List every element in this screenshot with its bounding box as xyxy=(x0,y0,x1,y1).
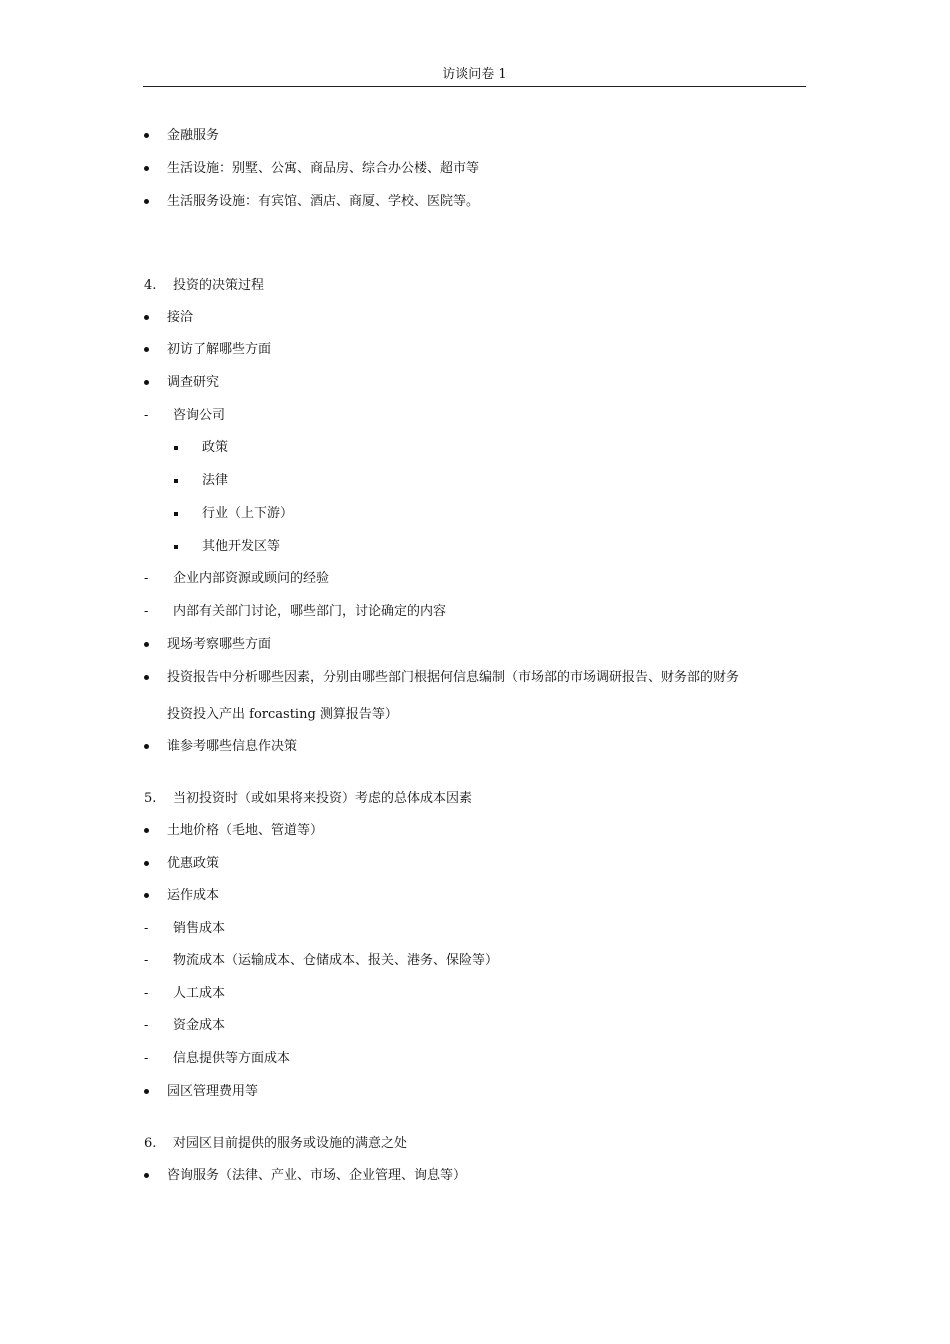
page-header xyxy=(143,64,806,87)
list-item xyxy=(0,1168,950,1184)
list-item-text: 土地价格（毛地、管道等） xyxy=(167,823,324,838)
list-item-text: 生活设施：别墅、公寓、商品房、综合办公楼、超市等 xyxy=(167,161,480,176)
list-item-text: 销售成本 xyxy=(173,921,226,936)
list-item xyxy=(0,1018,950,1034)
list-item xyxy=(0,539,950,555)
list-item xyxy=(0,856,950,872)
list-item-text: 内部有关部门讨论，哪些部门，讨论确定的内容 xyxy=(173,604,447,619)
list-item-text: 生活服务设施：有宾馆、酒店、商厦、学校、医院等。 xyxy=(167,194,480,209)
header-title: 访谈问卷 1 xyxy=(442,67,507,82)
bullet-icon xyxy=(144,828,149,833)
bullet-icon xyxy=(144,199,149,204)
bullet-icon xyxy=(144,893,149,898)
list-item xyxy=(0,888,950,904)
list-item-text: 咨询公司 xyxy=(173,408,226,423)
section-heading: 投资的决策过程 xyxy=(173,278,265,293)
section-heading: 对园区目前提供的服务或设施的满意之处 xyxy=(173,1136,408,1151)
list-item-text: 法律 xyxy=(202,473,229,488)
dash-marker: - xyxy=(144,921,149,936)
bullet-icon xyxy=(144,315,149,320)
list-item-text: 人工成本 xyxy=(173,986,226,1001)
list-item-text: 投资报告中分析哪些因素，分别由哪些部门根据何信息编制（市场部的市场调研报告、财务部的财务 xyxy=(167,670,740,685)
list-item-text: 企业内部资源或顾问的经验 xyxy=(173,571,330,586)
list-item xyxy=(0,375,950,391)
list-item-text: 优惠政策 xyxy=(167,856,220,871)
bullet-icon xyxy=(144,1173,149,1178)
dash-marker: - xyxy=(144,986,149,1001)
list-item xyxy=(0,408,950,424)
dash-marker: - xyxy=(144,1018,149,1033)
list-item xyxy=(0,440,950,456)
list-item-text: 园区管理费用等 xyxy=(167,1084,259,1099)
list-item-text: 其他开发区等 xyxy=(202,539,281,554)
list-item-text: 物流成本（运输成本、仓储成本、报关、港务、保险等） xyxy=(173,953,499,968)
section-number: 4. xyxy=(144,278,157,293)
list-item xyxy=(0,707,950,723)
list-item-text: 政策 xyxy=(202,440,229,455)
list-item xyxy=(0,670,950,686)
square-bullet-icon xyxy=(174,479,178,483)
list-item-text: 运作成本 xyxy=(167,888,220,903)
list-item xyxy=(0,791,950,807)
list-item xyxy=(0,161,950,177)
bullet-icon xyxy=(144,347,149,352)
bullet-icon xyxy=(144,744,149,749)
square-bullet-icon xyxy=(174,545,178,549)
dash-marker: - xyxy=(144,1051,149,1066)
list-item xyxy=(0,1084,950,1100)
dash-marker: - xyxy=(144,408,149,423)
list-item xyxy=(0,739,950,755)
list-item xyxy=(0,194,950,210)
bullet-icon xyxy=(144,642,149,647)
bullet-icon xyxy=(144,675,149,680)
list-item xyxy=(0,310,950,326)
list-item-text: 现场考察哪些方面 xyxy=(167,637,272,652)
list-item-text: 金融服务 xyxy=(167,128,220,143)
list-item-text: 咨询服务（法律、产业、市场、企业管理、询息等） xyxy=(167,1168,467,1183)
section-number: 6. xyxy=(144,1136,157,1151)
dash-marker: - xyxy=(144,604,149,619)
list-item xyxy=(0,823,950,839)
list-item-text: 初访了解哪些方面 xyxy=(167,342,272,357)
list-item xyxy=(0,506,950,522)
list-item-text: 投资投入产出 forcasting 测算报告等） xyxy=(167,707,398,722)
dash-marker: - xyxy=(144,953,149,968)
list-item xyxy=(0,637,950,653)
list-item xyxy=(0,128,950,144)
list-item xyxy=(0,921,950,937)
list-item xyxy=(0,342,950,358)
square-bullet-icon xyxy=(174,446,178,450)
section-heading: 当初投资时（或如果将来投资）考虑的总体成本因素 xyxy=(173,791,473,806)
bullet-icon xyxy=(144,166,149,171)
square-bullet-icon xyxy=(174,512,178,516)
list-item xyxy=(0,473,950,489)
list-item xyxy=(0,1136,950,1152)
list-item xyxy=(0,986,950,1002)
list-item-text: 行业（上下游） xyxy=(202,506,294,521)
list-item-text: 接洽 xyxy=(167,310,194,325)
list-item xyxy=(0,571,950,587)
list-item xyxy=(0,604,950,620)
dash-marker: - xyxy=(144,571,149,586)
list-item xyxy=(0,953,950,969)
list-item xyxy=(0,278,950,294)
bullet-icon xyxy=(144,1089,149,1094)
bullet-icon xyxy=(144,133,149,138)
list-item-text: 资金成本 xyxy=(173,1018,226,1033)
list-item-text: 谁参考哪些信息作决策 xyxy=(167,739,298,754)
bullet-icon xyxy=(144,380,149,385)
bullet-icon xyxy=(144,861,149,866)
list-item-text: 调查研究 xyxy=(167,375,220,390)
section-number: 5. xyxy=(144,791,157,806)
list-item-text: 信息提供等方面成本 xyxy=(173,1051,291,1066)
list-item xyxy=(0,1051,950,1067)
